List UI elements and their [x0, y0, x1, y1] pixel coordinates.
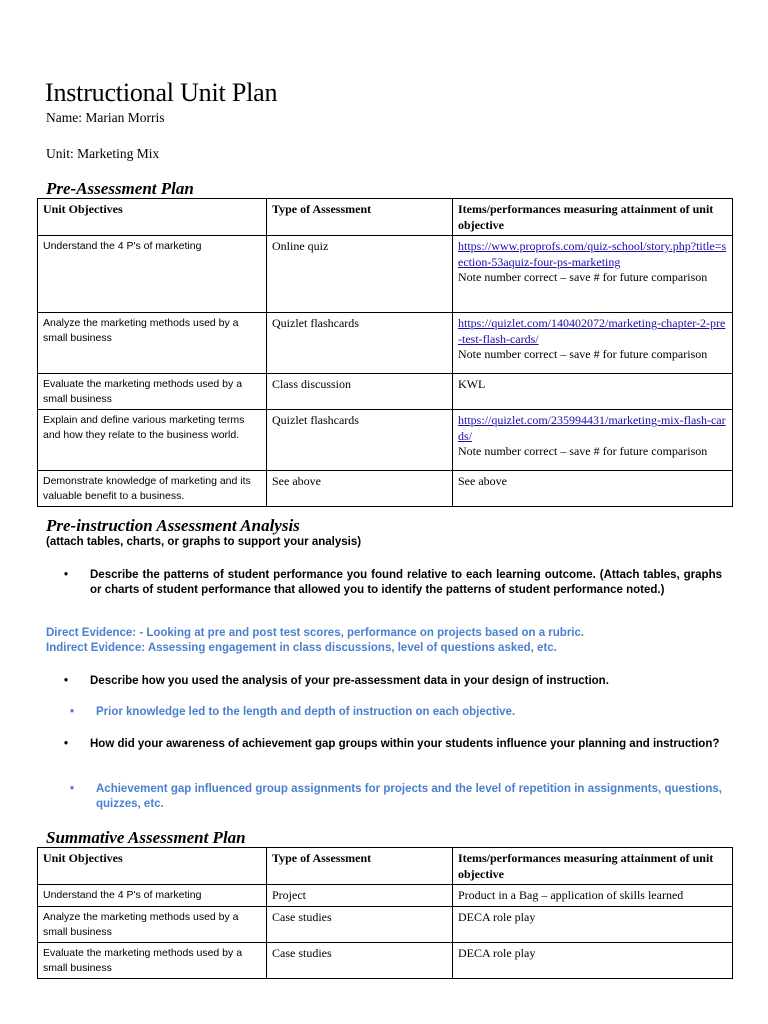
unit-line: Unit: Marketing Mix	[46, 146, 160, 161]
items-cell	[453, 236, 733, 313]
answer-3	[70, 782, 722, 812]
column-header: Unit Objectives	[38, 848, 267, 885]
table-row	[38, 885, 733, 907]
type-cell: Class discussion	[267, 374, 453, 410]
type-cell: Case studies	[267, 942, 453, 978]
items-cell: KWL	[453, 374, 733, 410]
items-cell	[453, 410, 733, 471]
note-text: Note number correct – save # for future comparison	[458, 444, 708, 458]
column-header: Items/performances measuring attainment of unit objective	[453, 199, 733, 236]
quizlet-link[interactable]: https://quizlet.com/235994431/marketing-mix-flash-cards/	[458, 413, 726, 443]
type-cell: Quizlet flashcards	[267, 410, 453, 471]
table-row	[38, 374, 733, 410]
summative-table	[37, 847, 733, 979]
objective-cell: Analyze the marketing methods used by a small business	[38, 906, 267, 942]
objective-cell: Analyze the marketing methods used by a small business	[38, 313, 267, 374]
note-text: Note number correct – save # for future comparison	[458, 270, 708, 284]
question-text: Describe the patterns of student performance you found relative to each learning outcome. (Attach tables, graphs or charts of student performance that allowed you to identify the patterns of student performance noted.)	[90, 569, 722, 596]
bullet-icon: •	[64, 569, 69, 581]
question-1	[64, 568, 722, 598]
table-row	[38, 471, 733, 507]
table-row	[38, 942, 733, 978]
column-header: Unit Objectives	[38, 199, 267, 236]
column-header: Type of Assessment	[267, 199, 453, 236]
question-text: Describe how you used the analysis of your pre-assessment data in your design of instruction.	[90, 675, 609, 687]
table-header-row	[38, 199, 733, 236]
answer-2	[70, 705, 728, 720]
items-cell	[453, 313, 733, 374]
answer-text: Achievement gap influenced group assignments for projects and the level of repetition in assignments, questions, quizzes, etc.	[96, 783, 722, 810]
column-header: Items/performances measuring attainment of unit objective	[453, 848, 733, 885]
table-row	[38, 906, 733, 942]
type-cell: See above	[267, 471, 453, 507]
question-2	[64, 674, 722, 689]
objective-cell: Demonstrate knowledge of marketing and its valuable benefit to a business.	[38, 471, 267, 507]
question-3	[64, 737, 722, 752]
summative-heading: Summative Assessment Plan	[46, 828, 246, 847]
items-cell: See above	[453, 471, 733, 507]
answer-text: Prior knowledge led to the length and depth of instruction on each objective.	[96, 706, 516, 718]
table-row	[38, 313, 733, 374]
quiz-link[interactable]: https://www.proprofs.com/quiz-school/story.php?title=section-53aquiz-four-ps-marketing	[458, 239, 727, 269]
bullet-icon: •	[64, 675, 69, 687]
name-line: Name: Marian Morris	[46, 110, 165, 125]
bullet-icon: •	[70, 783, 75, 795]
table-header-row	[38, 848, 733, 885]
objective-cell: Understand the 4 P's of marketing	[38, 885, 267, 907]
column-header: Type of Assessment	[267, 848, 453, 885]
type-cell: Online quiz	[267, 236, 453, 313]
pre-assessment-table	[37, 198, 733, 507]
table-row	[38, 236, 733, 313]
pre-assessment-heading: Pre-Assessment Plan	[46, 179, 194, 198]
bullet-icon: •	[64, 738, 69, 750]
objective-cell: Evaluate the marketing methods used by a small business	[38, 374, 267, 410]
question-text: How did your awareness of achievement gap groups within your students influence your planning and instruction?	[90, 738, 720, 750]
type-cell: Project	[267, 885, 453, 907]
note-text: Note number correct – save # for future comparison	[458, 347, 708, 361]
analysis-heading: Pre-instruction Assessment Analysis	[46, 516, 300, 535]
table-row	[38, 410, 733, 471]
type-cell: Quizlet flashcards	[267, 313, 453, 374]
items-cell: DECA role play	[453, 906, 733, 942]
items-cell: Product in a Bag – application of skills learned	[453, 885, 733, 907]
bullet-icon: •	[70, 706, 75, 718]
indirect-evidence: Indirect Evidence: Assessing engagement in class discussions, level of questions asked, etc.	[46, 642, 557, 654]
objective-cell: Evaluate the marketing methods used by a small business	[38, 942, 267, 978]
items-cell: DECA role play	[453, 942, 733, 978]
type-cell: Case studies	[267, 906, 453, 942]
attach-note: (attach tables, charts, or graphs to support your analysis)	[46, 536, 362, 548]
page-title: Instructional Unit Plan	[45, 78, 278, 107]
objective-cell: Understand the 4 P's of marketing	[38, 236, 267, 313]
quizlet-link[interactable]: https://quizlet.com/140402072/marketing-chapter-2-pre-test-flash-cards/	[458, 316, 726, 346]
objective-cell: Explain and define various marketing terms and how they relate to the business world.	[38, 410, 267, 471]
direct-evidence: Direct Evidence: - Looking at pre and post test scores, performance on projects based on a rubric.	[46, 627, 585, 639]
